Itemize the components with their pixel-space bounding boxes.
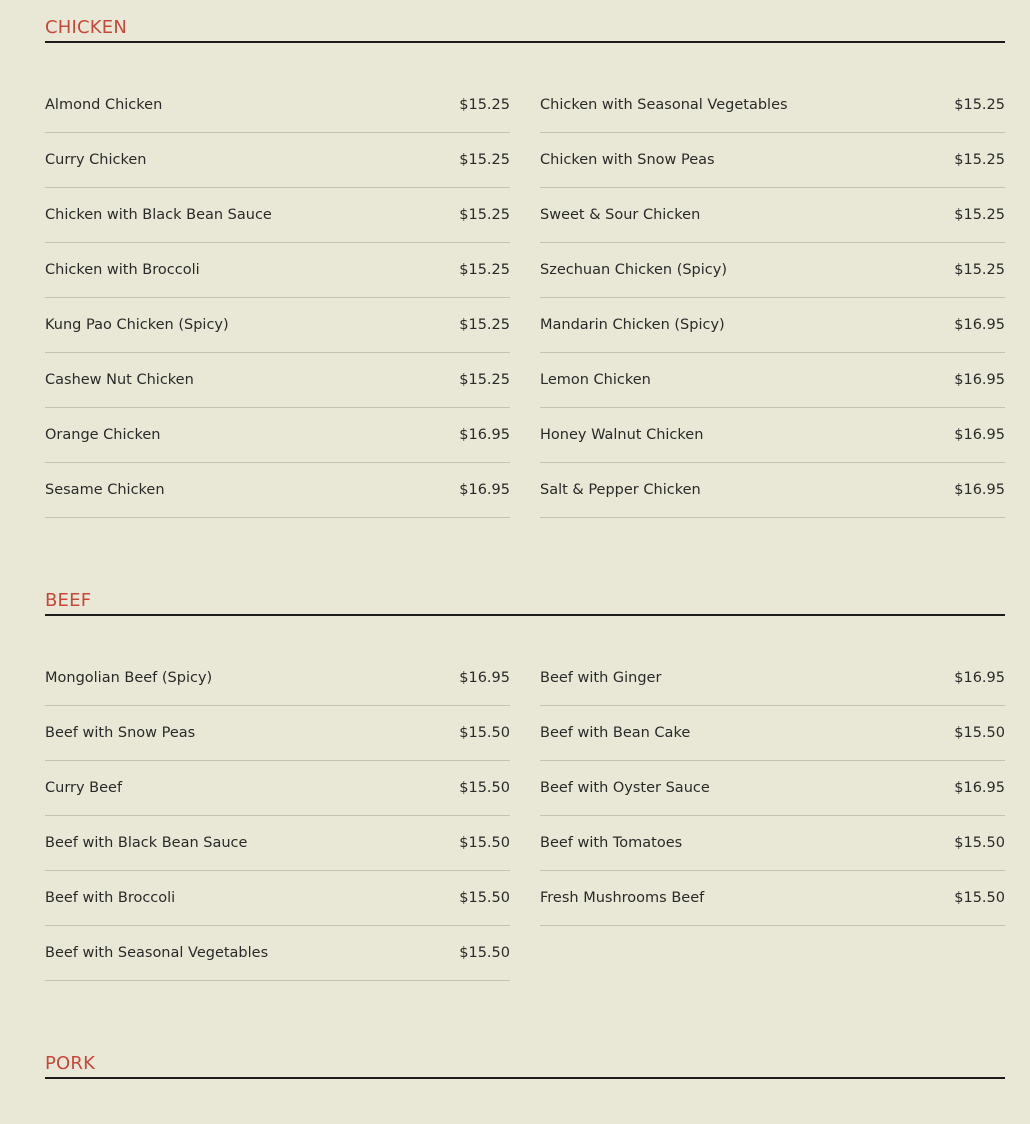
item-name: Cashew Nut Chicken xyxy=(45,372,194,388)
item-name: Sweet & Sour Chicken xyxy=(540,207,701,223)
item-price: $16.95 xyxy=(954,780,1005,796)
item-name: Almond Chicken xyxy=(45,97,163,113)
item-name: Sesame Chicken xyxy=(45,482,165,498)
menu-item[interactable] xyxy=(540,706,1005,761)
item-price: $15.50 xyxy=(459,890,510,906)
item-price: $15.25 xyxy=(459,152,510,168)
item-name: Beef with Black Bean Sauce xyxy=(45,835,248,851)
item-name: Beef with Broccoli xyxy=(45,890,176,906)
item-price: $15.25 xyxy=(459,207,510,223)
section-beef xyxy=(45,573,1005,981)
item-price: $15.25 xyxy=(459,317,510,333)
section-chicken xyxy=(45,0,1005,518)
menu-item[interactable] xyxy=(540,651,1005,706)
item-name: Curry Chicken xyxy=(45,152,147,168)
menu-item[interactable] xyxy=(540,133,1005,188)
item-name: Mandarin Chicken (Spicy) xyxy=(540,317,725,333)
item-name: Chicken with Broccoli xyxy=(45,262,200,278)
item-name: Beef with Snow Peas xyxy=(45,725,196,741)
item-name: Szechuan Chicken (Spicy) xyxy=(540,262,727,278)
item-name: Chicken with Black Bean Sauce xyxy=(45,207,272,223)
item-price: $15.50 xyxy=(459,945,510,961)
item-price: $15.50 xyxy=(954,835,1005,851)
item-name: Beef with Ginger xyxy=(540,670,662,686)
menu-item[interactable] xyxy=(45,706,510,761)
item-price: $15.25 xyxy=(459,372,510,388)
item-name: Honey Walnut Chicken xyxy=(540,427,704,443)
item-price: $15.50 xyxy=(459,780,510,796)
item-price: $16.95 xyxy=(459,427,510,443)
menu-item[interactable] xyxy=(45,298,510,353)
item-price: $15.50 xyxy=(954,890,1005,906)
item-name: Chicken with Seasonal Vegetables xyxy=(540,97,788,113)
item-price: $15.25 xyxy=(954,97,1005,113)
menu-item[interactable] xyxy=(45,353,510,408)
menu-item[interactable] xyxy=(540,463,1005,518)
section-title: CHICKEN xyxy=(45,17,128,38)
item-price: $15.50 xyxy=(954,725,1005,741)
item-price: $16.95 xyxy=(954,372,1005,388)
item-name: Fresh Mushrooms Beef xyxy=(540,890,705,906)
menu-item[interactable] xyxy=(540,243,1005,298)
section-title: PORK xyxy=(45,1053,96,1074)
item-price: $15.25 xyxy=(954,262,1005,278)
menu-item[interactable] xyxy=(45,816,510,871)
menu-item[interactable] xyxy=(540,408,1005,463)
item-name: Salt & Pepper Chicken xyxy=(540,482,701,498)
menu-item[interactable] xyxy=(540,298,1005,353)
item-price: $16.95 xyxy=(954,317,1005,333)
item-name: Kung Pao Chicken (Spicy) xyxy=(45,317,229,333)
menu-item[interactable] xyxy=(45,408,510,463)
item-price: $16.95 xyxy=(954,670,1005,686)
menu-item[interactable] xyxy=(540,188,1005,243)
menu-item[interactable] xyxy=(540,871,1005,926)
item-price: $16.95 xyxy=(954,427,1005,443)
menu-item[interactable] xyxy=(45,78,510,133)
menu-column-left xyxy=(45,651,510,981)
item-name: Beef with Tomatoes xyxy=(540,835,683,851)
section-header xyxy=(45,573,1005,616)
section-header xyxy=(45,0,1005,43)
item-name: Chicken with Snow Peas xyxy=(540,152,715,168)
menu-item[interactable] xyxy=(45,188,510,243)
menu-item[interactable] xyxy=(540,816,1005,871)
menu-item[interactable] xyxy=(45,651,510,706)
item-price: $16.95 xyxy=(954,482,1005,498)
item-price: $15.25 xyxy=(459,97,510,113)
menu-item[interactable] xyxy=(45,871,510,926)
menu-item[interactable] xyxy=(45,463,510,518)
item-price: $15.25 xyxy=(954,152,1005,168)
item-name: Lemon Chicken xyxy=(540,372,651,388)
menu-columns xyxy=(45,651,1005,981)
item-name: Beef with Oyster Sauce xyxy=(540,780,710,796)
section-header xyxy=(45,1036,1005,1079)
menu-column-left xyxy=(45,78,510,518)
menu-item[interactable] xyxy=(45,133,510,188)
menu-item[interactable] xyxy=(45,926,510,981)
item-name: Orange Chicken xyxy=(45,427,161,443)
menu-column-right xyxy=(540,651,1005,981)
menu-item[interactable] xyxy=(45,761,510,816)
item-price: $15.50 xyxy=(459,835,510,851)
item-name: Curry Beef xyxy=(45,780,123,796)
section-pork xyxy=(45,1036,1005,1079)
item-name: Mongolian Beef (Spicy) xyxy=(45,670,213,686)
menu-column-right xyxy=(540,78,1005,518)
menu-item[interactable] xyxy=(540,78,1005,133)
item-name: Beef with Bean Cake xyxy=(540,725,691,741)
menu-item[interactable] xyxy=(540,761,1005,816)
section-title: BEEF xyxy=(45,590,92,611)
item-price: $16.95 xyxy=(459,670,510,686)
item-price: $15.50 xyxy=(459,725,510,741)
menu-item[interactable] xyxy=(540,353,1005,408)
item-price: $16.95 xyxy=(459,482,510,498)
item-price: $15.25 xyxy=(954,207,1005,223)
menu-columns xyxy=(45,78,1005,518)
item-name: Beef with Seasonal Vegetables xyxy=(45,945,269,961)
menu-item[interactable] xyxy=(45,243,510,298)
item-price: $15.25 xyxy=(459,262,510,278)
